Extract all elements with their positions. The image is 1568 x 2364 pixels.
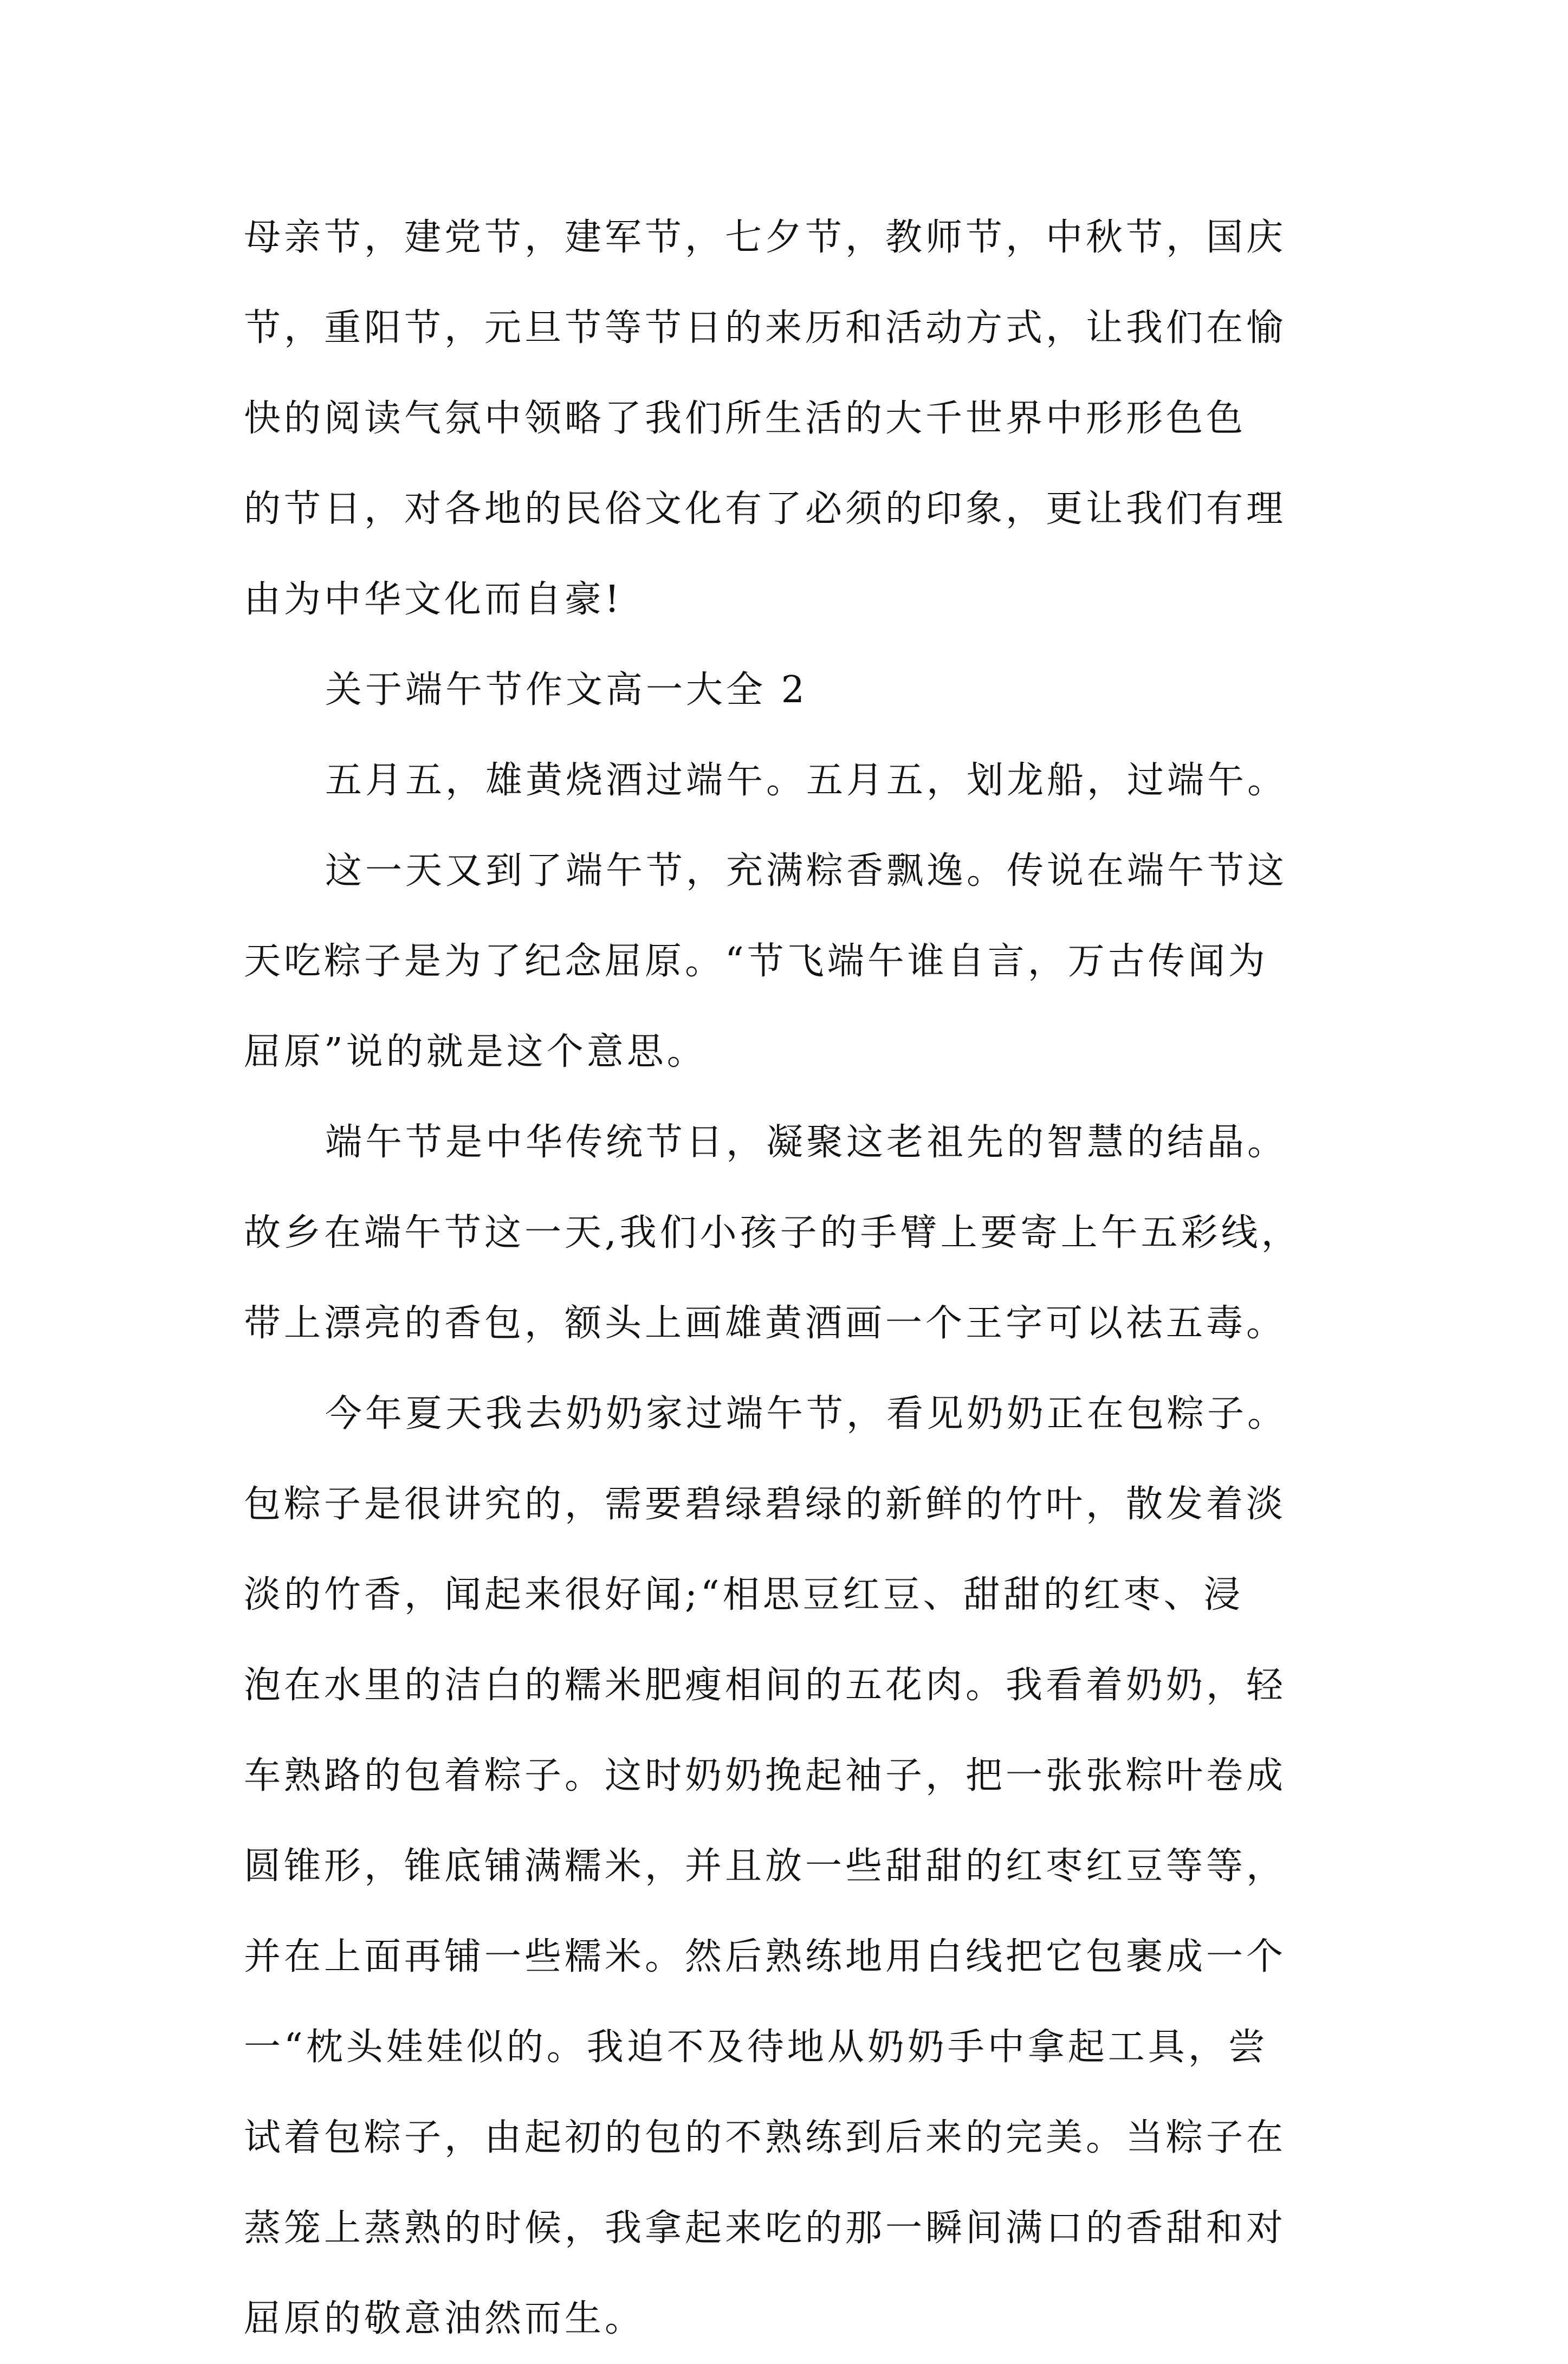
text-line: 泡在水里的洁白的糯米肥瘦相间的五花肉。我看着奶奶，轻 [244,1664,1287,1707]
text-line: 今年夏天我去奶奶家过端午节，看见奶奶正在包粽子。 [325,1393,1288,1435]
text-line: 试着包粽子，由起初的包的不熟练到后来的完美。当粽子在 [244,2116,1287,2159]
text-line: 这一天又到了端午节，充满粽香飘逸。传说在端午节这 [325,850,1288,892]
paragraph-customs [244,1097,1382,1369]
text-line: 圆锥形，锥底铺满糯米，并且放一些甜甜的红枣红豆等等， [244,1845,1287,1888]
text-line: 车熟路的包着粽子。这时奶奶挽起袖子，把一张张粽叶卷成 [244,1754,1287,1797]
continuation-paragraph [244,192,1382,645]
paragraph-intro [244,735,1382,826]
text-line: 带上漂亮的香包，额头上画雄黄酒画一个王字可以祛五毒。 [244,1302,1287,1345]
paragraph-grandma [244,1369,1382,2364]
text-line: 五月五，雄黄烧酒过端午。五月五，划龙船，过端午。 [325,759,1288,802]
paragraph-zongzi-legend [244,826,1382,1097]
text-line: 并在上面再铺一些糯米。然后熟练地用白线把它包裹成一个 [244,1935,1287,1978]
text-line: 节，重阳节，元旦节等节日的来历和活动方式，让我们在愉 [244,307,1287,349]
text-line: 快的阅读气氛中领略了我们所生活的大千世界中形形色色 [244,397,1247,440]
text-line: 包粽子是很讲究的，需要碧绿碧绿的新鲜的竹叶，散发着淡 [244,1483,1287,1526]
text-line: 天吃粽子是为了纪念屈原。“节飞端午谁自言，万古传闻为 [244,940,1268,983]
text-line: 端午节是中华传统节日，凝聚这老祖先的智慧的结晶。 [325,1121,1288,1164]
text-line: 淡的竹香，闻起来很好闻;“相思豆红豆、甜甜的红枣、浸 [244,1573,1244,1616]
text-line: 故乡在端午节这一天,我们小孩子的手臂上要寄上午五彩线， [244,1212,1301,1254]
text-line: 蒸笼上蒸熟的时候，我拿起来吃的那一瞬间满口的香甜和对 [244,2207,1287,2250]
document-body [244,192,1382,2364]
text-line: 的节日，对各地的民俗文化有了必须的印象，更让我们有理 [244,488,1287,530]
section-title: 关于端午节作文高一大全 2 [325,669,808,711]
text-line: 屈原的敬意油然而生。 [244,2297,645,2340]
text-line: 一“枕头娃娃似的。我迫不及待地从奶奶手中拿起工具，尝 [244,2026,1268,2069]
text-line: 屈原”说的就是这个意思。 [244,1031,707,1073]
text-line: 由为中华文化而自豪! [244,578,623,621]
text-line: 母亲节，建党节，建军节，七夕节，教师节，中秋节，国庆 [244,216,1287,259]
